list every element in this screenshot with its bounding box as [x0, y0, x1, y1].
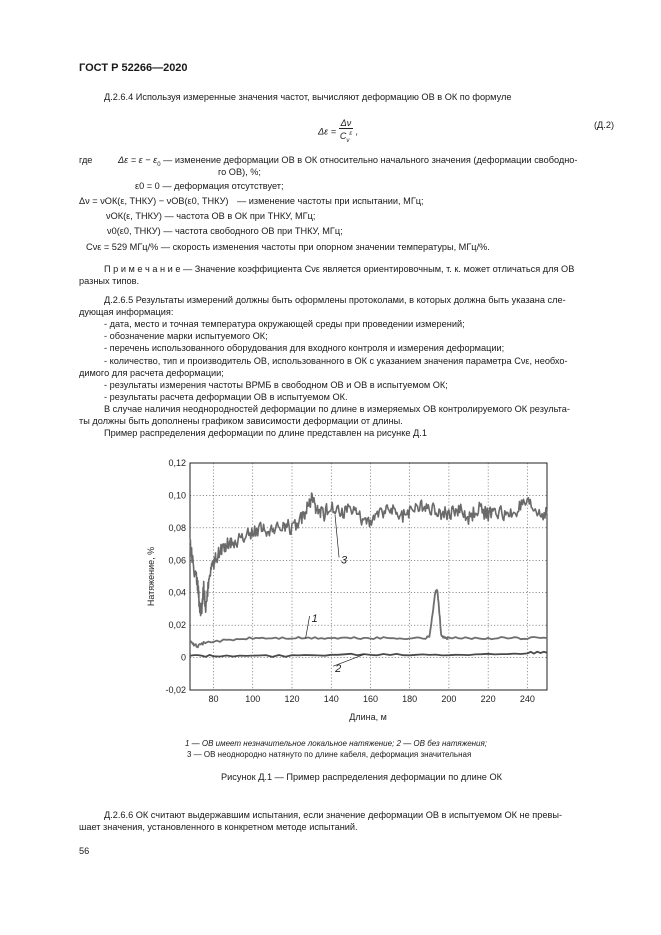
def6: Cνε = 529 МГц/% — скорость изменения частоты при опорном значении температуры, МГц/%.	[86, 242, 490, 252]
chart-series	[190, 493, 547, 657]
y-tick-label: 0,08	[168, 522, 186, 533]
paragraph: В случае наличия неоднородностей деформации по длине в измеряемых ОВ контролируемого ОК результа-	[104, 404, 570, 414]
list-item: - перечень использованного оборудования для входного контроля и измерения деформации;	[104, 343, 505, 353]
curve-label-leader-3	[335, 515, 339, 558]
note-cont: разных типов.	[79, 276, 140, 286]
def1: $\Delta\varepsilon = \varepsilon - \varepsilon_0$ — изменение деформации ОВ в ОК относительно начального значения (деформации свободно-	[118, 155, 578, 168]
x-tick-label: 240	[519, 694, 535, 704]
section-d265-cont: дующая информация:	[79, 307, 174, 317]
section-d265: Д.2.6.5 Результаты измерений должны быть оформлены протоколами, в которых должна быть указана сле-	[104, 295, 566, 305]
section-d266: Д.2.6.6 ОК считают выдержавшим испытания, если значение деформации ОВ в испытуемом ОК не превы-	[104, 810, 563, 820]
list-item: - количество, тип и производитель ОВ, использованного в ОК с указанием значения параметра Cνε, необхо-	[104, 356, 568, 366]
note: П р и м е ч а н и е — Значение коэффициента Cνε является ориентировочным, т. к. может отличаться для ОВ	[104, 264, 575, 274]
formula-tail: ,	[355, 126, 359, 137]
where-label: где	[79, 155, 93, 165]
standard-header: ГОСТ Р 52266—2020	[79, 62, 188, 74]
x-tick-label: 200	[441, 694, 457, 704]
figure-legend-line2: 3 — ОВ неоднородно натянуто по длине кабеля, деформация значительная	[187, 750, 472, 759]
def3-text: — изменение частоты при испытании, МГц;	[237, 196, 424, 206]
formula-lhs: Δε =	[318, 126, 339, 137]
list-item: - результаты расчета деформации ОВ в испытуемом ОК.	[104, 392, 348, 402]
x-tick-label: 80	[208, 694, 219, 704]
figure-caption: Рисунок Д.1 — Пример распределения деформации по длине ОК	[221, 772, 502, 782]
paragraph-cont: ты должны быть дополнены графиком зависимости деформации от длины.	[79, 416, 403, 426]
y-tick-label: -0,02	[165, 685, 186, 695]
x-tick-label: 160	[362, 694, 378, 704]
x-axis-label: Длина, м	[349, 712, 387, 722]
list-item: - обозначение марки испытуемого ОК;	[104, 331, 268, 341]
formula-number: (Д.2)	[594, 120, 615, 130]
x-tick-label: 100	[245, 694, 261, 704]
series-line-3	[190, 493, 547, 616]
def5: ν0(ε0, TНКУ) — частота свободного ОВ при TНКУ, МГц;	[107, 226, 343, 236]
y-tick-label: 0,12	[168, 458, 186, 468]
formula-fraction	[339, 118, 354, 146]
page-number: 56	[79, 846, 90, 856]
x-tick-label: 180	[402, 694, 418, 704]
series-line-1	[190, 590, 547, 647]
formula-denominator: $C_\nu^\varepsilon$	[339, 131, 353, 144]
x-tick-label: 220	[480, 694, 496, 704]
curve-label-2: 2	[335, 663, 342, 676]
x-tick-label: 140	[323, 694, 339, 704]
y-tick-label: 0,04	[168, 587, 186, 598]
list-item-cont: димого для расчета деформации;	[79, 368, 224, 378]
curve-label-3: 3	[341, 554, 348, 567]
def1-cont: го ОВ), %;	[218, 167, 261, 177]
chart-curve-labels	[306, 515, 365, 675]
chart-ticks	[165, 458, 534, 704]
y-tick-label: 0,02	[168, 620, 186, 631]
formula	[318, 118, 358, 146]
x-tick-label: 120	[284, 694, 300, 704]
strain-chart	[140, 430, 560, 730]
y-tick-label: 0,10	[168, 490, 186, 501]
y-tick-label: 0,06	[168, 555, 186, 566]
y-axis-label: Натяжение, %	[146, 546, 156, 607]
list-item: - результаты измерения частоты ВРМБ в свободном ОВ и ОВ в испытуемом ОК;	[104, 380, 448, 390]
section-d264: Д.2.6.4 Используя измеренные значения частот, вычисляют деформацию ОВ в ОК по формуле	[104, 92, 512, 102]
series-line-2	[190, 652, 547, 657]
paragraph-figure-ref: Пример распределения деформации по длине представлен на рисунке Д.1	[104, 428, 427, 438]
y-tick-label: 0	[180, 652, 186, 663]
list-item: - дата, место и точная температура окружающей среды при проведении измерений;	[104, 319, 465, 329]
formula-numerator: Δν	[340, 118, 352, 128]
curve-label-leader-1	[306, 616, 310, 638]
curve-label-1: 1	[311, 612, 318, 625]
def4: νОК(ε, TНКУ) — частота ОВ в ОК при TНКУ, МГц;	[106, 211, 316, 221]
def2: ε0 = 0 — деформация отсутствует;	[135, 181, 284, 191]
section-d266-cont: шает значения, установленного в конкретном методе испытаний.	[79, 822, 358, 832]
def3-symbol: Δν = νОК(ε, TНКУ) − νОВ(ε0, TНКУ)	[79, 196, 229, 206]
figure-legend-line1: 1 — ОВ имеет незначительное локальное натяжение; 2 — ОВ без натяжения;	[185, 739, 487, 748]
